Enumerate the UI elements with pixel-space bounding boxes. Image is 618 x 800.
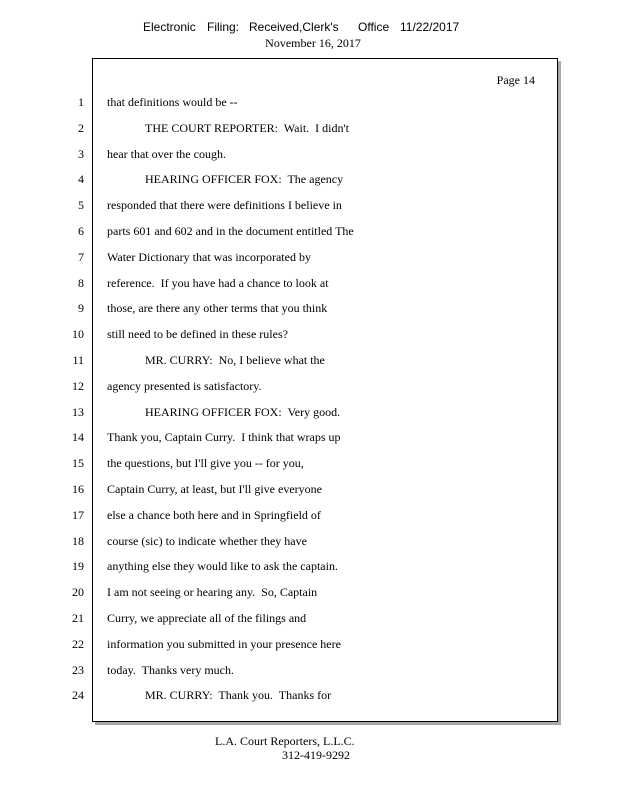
filing-stamp-word-filing: Filing: [207,20,240,34]
electronic-filing-stamp [0,20,618,36]
line-number: 18 [72,534,84,548]
transcript-line: THE COURT REPORTER: Wait. I didn't [145,121,349,135]
filing-stamp-word-received-clerks: Received,Clerk's [249,20,339,34]
transcript-line: reference. If you have had a chance to look at [107,276,329,290]
line-number: 7 [78,250,84,264]
transcript-line: still need to be defined in these rules? [107,327,288,341]
transcript-line: agency presented is satisfactory. [107,379,262,393]
transcript-line: MR. CURRY: Thank you. Thanks for [145,688,332,702]
line-number: 2 [78,121,84,135]
transcript-line: I am not seeing or hearing any. So, Captain [107,585,318,599]
line-number: 19 [72,559,84,573]
court-reporter-company: L.A. Court Reporters, L.L.C. [215,734,355,748]
transcript-line: Water Dictionary that was incorporated by [107,250,311,264]
line-number: 22 [72,637,84,651]
transcript-line: Captain Curry, at least, but I'll give everyone [107,482,322,496]
transcript-line: today. Thanks very much. [107,663,234,677]
line-number: 6 [78,224,84,238]
transcript-line: HEARING OFFICER FOX: The agency [145,172,344,186]
transcript-line: anything else they would like to ask the captain. [107,559,338,573]
line-number: 12 [72,379,84,393]
transcript-line: HEARING OFFICER FOX: Very good. [145,405,341,419]
line-number: 23 [72,663,84,677]
line-number: 17 [72,508,84,522]
line-number: 16 [72,482,84,496]
line-number: 15 [72,456,84,470]
transcript-line: Curry, we appreciate all of the filings and [107,611,307,625]
transcript-line: course (sic) to indicate whether they have [107,534,307,548]
page-number: Page 14 [496,73,535,87]
transcript-line: MR. CURRY: No, I believe what the [145,353,325,367]
line-number: 9 [78,301,84,315]
transcript-line: Thank you, Captain Curry. I think that wraps up [107,430,341,444]
transcript-line: responded that there were definitions I believe in [107,198,342,212]
transcript-line: information you submitted in your presence here [107,637,341,651]
line-number: 4 [78,172,84,186]
court-reporter-phone: 312-419-9292 [282,748,350,762]
transcript-line: parts 601 and 602 and in the document entitled The [107,224,354,238]
transcript-line: else a chance both here and in Springfield of [107,508,321,522]
filing-stamp-word-electronic: Electronic [143,20,196,34]
line-number: 20 [72,585,84,599]
line-number: 1 [78,95,84,109]
line-number: 13 [72,405,84,419]
line-number: 24 [72,688,84,702]
transcript-line: that definitions would be -- [107,95,238,109]
line-number: 3 [78,147,84,161]
transcript-line: hear that over the cough. [107,147,226,161]
line-number: 11 [72,353,84,367]
transcript-line: those, are there any other terms that you think [107,301,328,315]
line-number: 5 [78,198,84,212]
line-number: 10 [72,327,84,341]
transcript-line: the questions, but I'll give you -- for you, [107,456,304,470]
line-number: 14 [72,430,84,444]
line-number: 8 [78,276,84,290]
filing-stamp-date: 11/22/2017 [400,20,460,34]
filing-stamp-word-office: Office [358,20,390,34]
line-number: 21 [72,611,84,625]
hearing-date: November 16, 2017 [265,36,361,50]
